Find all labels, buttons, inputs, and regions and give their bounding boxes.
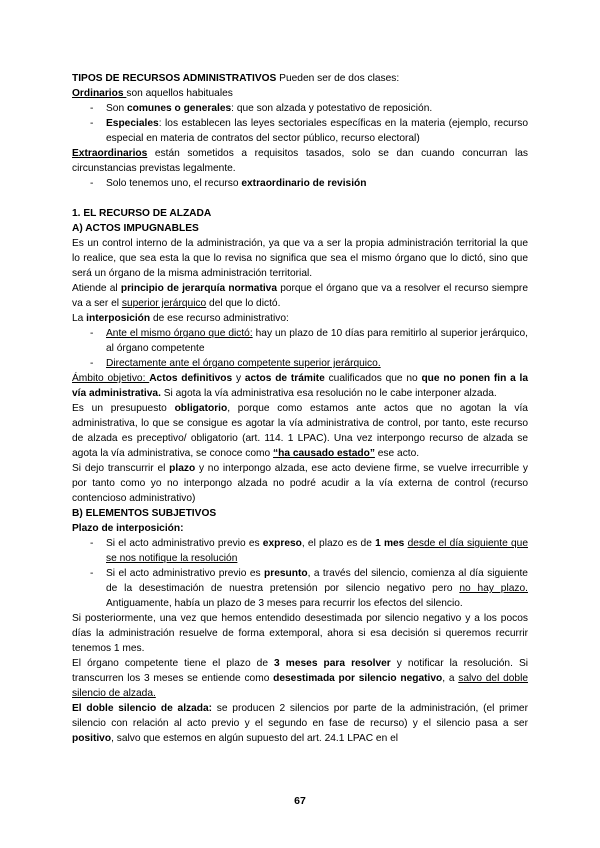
bullet-directamente: - Directamente ante el órgano competente superior jerárquico. (90, 358, 381, 369)
bullet-revision: - Solo tenemos uno, el recurso extraordinario de revisión (90, 178, 367, 189)
paragraph-ambito: Ámbito objetivo: Actos definitivos y actos de trámite cualificados que no que no ponen fin a la vía administrativa. Si agota la vía administrativa esa resolución no le cabe interponer alzada. (72, 373, 528, 399)
bullet-presunto: - Si el acto administrativo previo es presunto, a través del silencio, comienza al día siguiente de la desestimación de nuestra pretensión por silencio negativo pero no hay plazo. Antiguamente, había un plazo de 3 meses para recurrir los efectos del silencio. (90, 568, 528, 609)
ordinarios-line: Ordinarios son aquellos habituales (72, 88, 233, 99)
extraordinarios-paragraph: Extraordinarios están sometidos a requisitos tasados, solo se dan cuando concurran las circunstancias previstas legalmente. (72, 148, 528, 174)
document-body (72, 71, 528, 746)
intro-title: TIPOS DE RECURSOS ADMINISTRATIVOS Pueden ser de dos clases: (72, 73, 400, 84)
paragraph-obligatorio: Es un presupuesto obligatorio, porque como estamos ante actos que no agotan la vía administrativa, lo que se consigue es agotar la vía administrativa de control, por tanto, este recurso de alzada es preceptivo/ obligatorio (art. 114. 1 LPAC). Una vez interpongo recurso de alzada se agota la vía administrativa, se conoce como “ha causado estado” ese acto. (72, 403, 528, 459)
bullet-mismo-organo: - Ante el mismo órgano que dictó: hay un plazo de 10 días para remitirlo al superior jerárquico, al órgano competente (90, 328, 528, 354)
page-number: 67 (294, 795, 306, 807)
bullet-comunes: - Son comunes o generales: que son alzada y potestativo de reposición. (90, 103, 433, 114)
paragraph-interposicion: La interposición de ese recurso administrativo: (72, 313, 289, 324)
subheading-elementos: B) ELEMENTOS SUBJETIVOS (72, 508, 217, 519)
bullet-especiales: - Especiales: los establecen las leyes sectoriales específicas en la materia (ejemplo, recurso especial en materia de contratos del sector público, recurso electoral) (90, 118, 528, 144)
plazo-heading: Plazo de interposición: (72, 523, 184, 534)
paragraph-plazo-firme: Si dejo transcurrir el plazo y no interpongo alzada, ese acto deviene firme, se vuelve irrecurrible y por tanto como yo no interpongo alzada no podré acudir a la vía externa de control (recurso contencioso administrativo) (72, 463, 528, 504)
paragraph-doble-silencio: El doble silencio de alzada: se producen 2 silencios por parte de la administración, (el primer silencio con relación al acto previo y el segundo en fase de recurso) y el silencio pasa a ser positivo, salvo que estemos en algún supuesto del art. 24.1 LPAC en el (72, 703, 528, 744)
bullet-expreso: - Si el acto administrativo previo es expreso, el plazo es de 1 mes desde el día siguiente que se nos notifique la resolución (90, 538, 528, 564)
paragraph-organo-competente: El órgano competente tiene el plazo de 3 meses para resolver y notificar la resolución. Si transcurren los 3 meses se entiende como desestimada por silencio negativo, a salvo del doble silencio de alzada. (72, 658, 529, 699)
section-heading: 1. EL RECURSO DE ALZADA (72, 208, 212, 219)
paragraph-jerarquia: Atiende al principio de jerarquía normativa porque el órgano que va a resolver el recurso siempre va a ser el superior jerárquico del que lo dictó. (72, 283, 528, 309)
paragraph-control-interno: Es un control interno de la administración, ya que va a ser la propia administración territorial la que lo realice, que sea esta la que lo revisa no significa que sea el mismo órgano que lo dictó, sino que será un órgano de la misma administración territorial. (72, 238, 528, 279)
subheading-actos: A) ACTOS IMPUGNABLES (72, 223, 199, 234)
paragraph-posteriormente: Si posteriormente, una vez que hemos entendido desestimada por silencio negativo y a los pocos días la administración resuelve de forma extemporal, ahora si esa decisión si queremos recurrir tenemos 1 mes. (72, 613, 528, 654)
